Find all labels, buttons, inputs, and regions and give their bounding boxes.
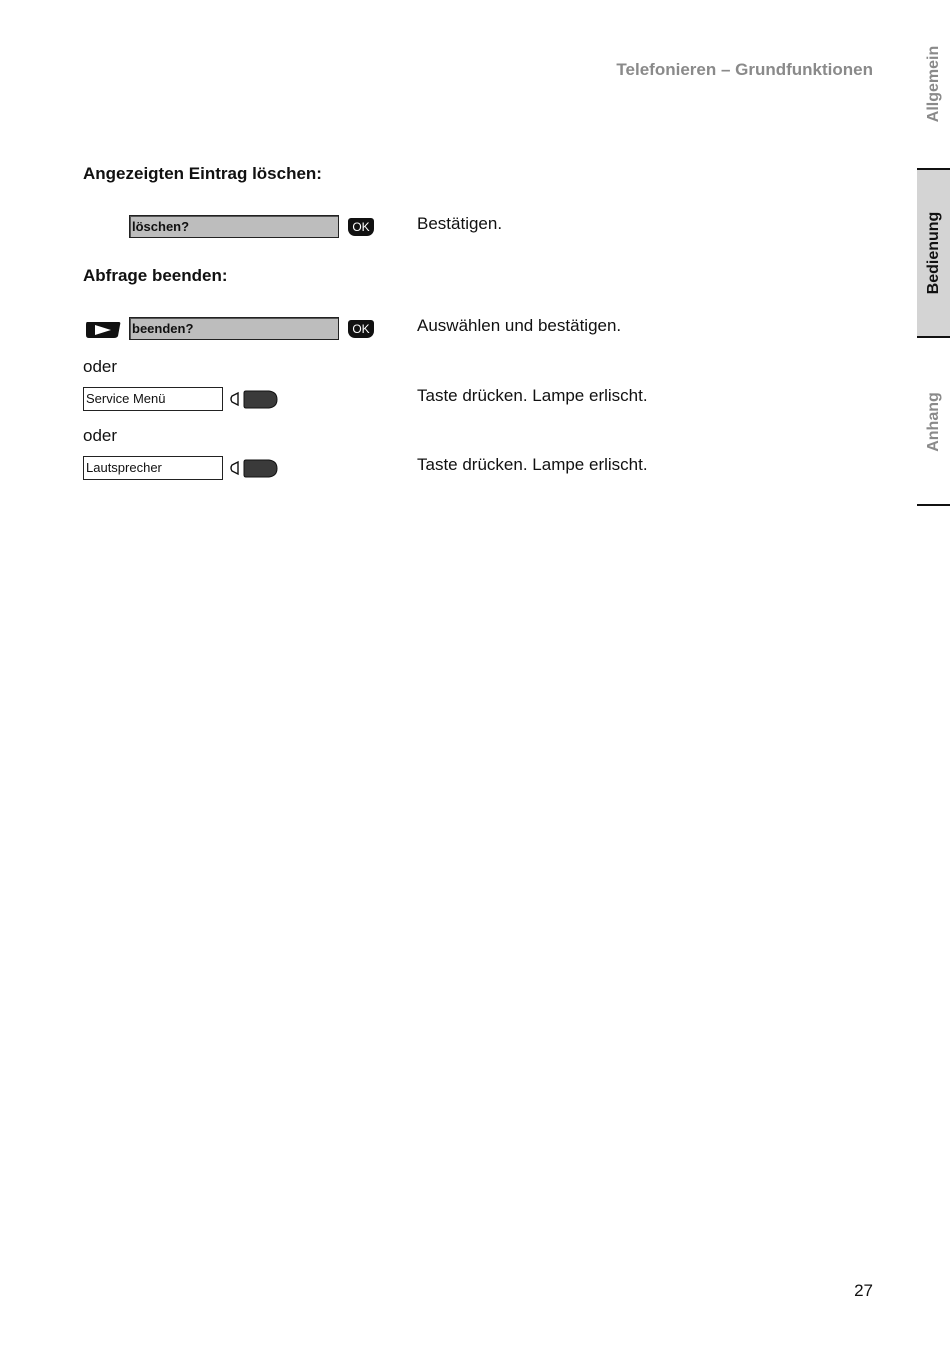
display-loeschen: löschen? <box>129 215 339 238</box>
tab-allgemein-label: Allgemein <box>924 45 942 123</box>
description-service-menu: Taste drücken. Lampe erlischt. <box>417 386 648 405</box>
description-auswaehlen: Auswählen und bestätigen. <box>417 316 622 335</box>
service-menu-key[interactable]: Service Menü <box>83 387 223 411</box>
lautsprecher-key[interactable]: Lautsprecher <box>83 456 223 480</box>
tab-allgemein[interactable] <box>917 30 950 138</box>
function-key-icon[interactable] <box>243 390 278 409</box>
ok-key[interactable]: OK <box>348 218 374 236</box>
tab-anhang-label: Anhang <box>924 392 942 452</box>
section-heading-end: Abfrage beenden: <box>83 266 228 285</box>
page-header-title: Telefonieren – Grundfunktionen <box>616 60 873 79</box>
page-number: 27 <box>854 1281 873 1300</box>
section-heading-delete: Angezeigten Eintrag löschen: <box>83 164 322 183</box>
connector-oder: oder <box>83 426 118 445</box>
description-lautsprecher: Taste drücken. Lampe erlischt. <box>417 455 648 474</box>
tab-anhang[interactable] <box>917 340 950 506</box>
tab-bedienung[interactable] <box>917 168 950 338</box>
ok-key[interactable]: OK <box>348 320 374 338</box>
description-bestaetigen: Bestätigen. <box>417 214 503 233</box>
lamp-icon <box>228 460 240 476</box>
display-beenden: beenden? <box>129 317 339 340</box>
function-key-icon[interactable] <box>243 459 278 478</box>
lamp-icon <box>228 391 240 407</box>
tab-bedienung-label: Bedienung <box>924 211 942 295</box>
connector-oder: oder <box>83 357 118 376</box>
navigation-key-icon[interactable] <box>85 321 121 339</box>
